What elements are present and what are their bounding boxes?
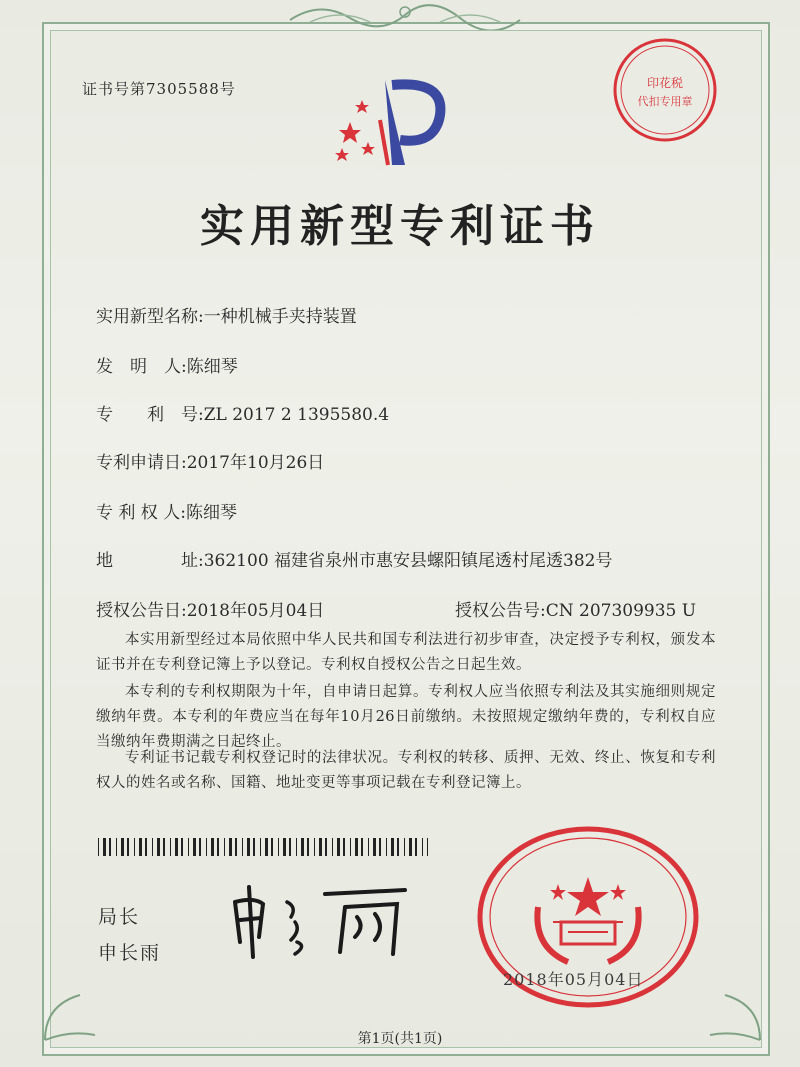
field-value: 362100 福建省泉州市惠安县螺阳镇尾透村尾透382号: [203, 551, 613, 571]
field-value: CN 207309935 U: [545, 601, 697, 621]
field-grant-date: [96, 596, 324, 621]
field-grant-number: [455, 596, 696, 621]
field-label: 发 明 人:: [96, 357, 187, 377]
field-address: [96, 546, 612, 571]
field-value: 一种机械手夹持装置: [203, 307, 357, 327]
stamp-duty-seal-icon: [610, 35, 720, 145]
director-signature-icon: [225, 872, 415, 962]
top-ornament-icon: [280, 0, 530, 30]
director-title: 局长: [98, 906, 141, 928]
field-value: 陈细琴: [186, 357, 238, 377]
field-model-name: [96, 302, 357, 327]
field-patentee: [96, 498, 237, 523]
barcode-icon: [98, 838, 428, 856]
certificate-number: 证书号第7305588号: [82, 80, 236, 98]
paragraph-legal-status: 专利证书记载专利权登记时的法律状况。专利权的转移、质押、无效、终止、恢复和专利权人的姓名或名称、国籍、地址变更等事项记载在专利登记簿上。: [96, 750, 716, 791]
patent-office-logo-icon: [330, 70, 460, 180]
field-label: 授权公告号:: [455, 601, 546, 621]
field-label: 授权公告日:: [96, 601, 187, 621]
field-value: 陈细琴: [185, 503, 237, 523]
field-inventor: [96, 352, 238, 377]
field-label: 专 利 权 人:: [96, 503, 186, 523]
svg-text:代扣专用章: 代扣专用章: [637, 95, 693, 108]
svg-text:印花税: 印花税: [646, 76, 684, 90]
field-value: ZL 2017 2 1395580.4: [203, 405, 390, 425]
page-title: 实用新型专利证书: [200, 201, 600, 252]
page-number: 第1页(共1页): [357, 1031, 443, 1047]
field-label: 专利申请日:: [96, 453, 187, 473]
paragraph-term: 本专利的专利权期限为十年，自申请日起算。专利权人应当依照专利法及其实施细则规定缴纳年费。本专利的年费应当在每年10月26日前缴纳。未按照规定缴纳年费的，专利权自应当缴纳年费期满之日起终止。: [96, 684, 716, 750]
field-value: 2018年05月04日: [186, 601, 325, 621]
field-filing-date: [96, 448, 324, 473]
field-value: 2017年10月26日: [186, 453, 325, 473]
paragraph-grant: 本实用新型经过本局依照中华人民共和国专利法进行初步审查，决定授予专利权，颁发本证书并在专利登记簿上予以登记。专利权自授权公告之日起生效。: [96, 632, 716, 673]
seal-date: 2018年05月04日: [503, 970, 644, 989]
field-label: 地 址:: [96, 551, 204, 571]
director-name: 申长雨: [98, 942, 162, 964]
field-label: 专 利 号:: [96, 405, 204, 425]
field-patent-number: [96, 400, 389, 425]
field-label: 实用新型名称:: [96, 307, 204, 327]
